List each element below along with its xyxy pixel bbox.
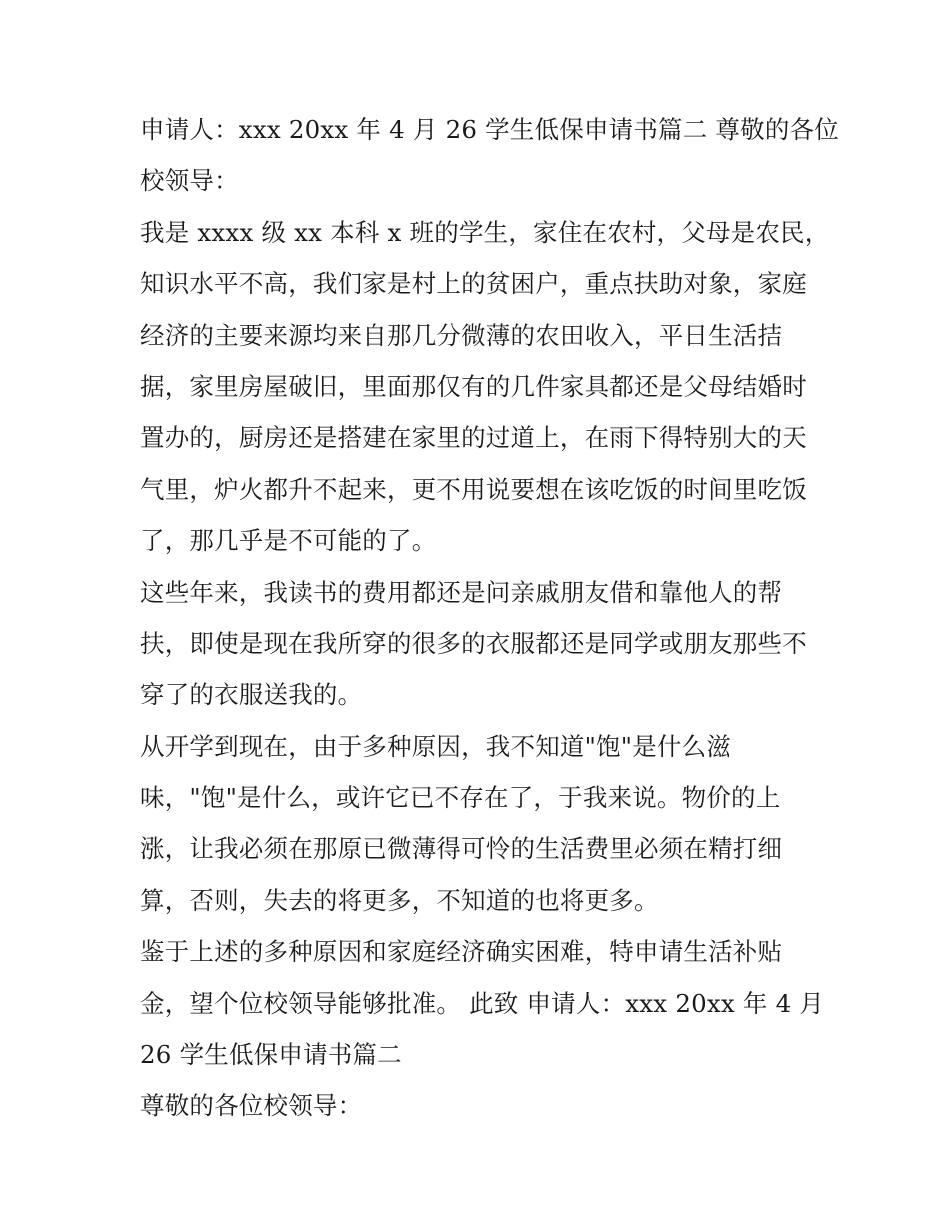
text-line: 知识水平不高，我们家是村上的贫困户，重点扶助对象，家庭	[140, 269, 807, 299]
text-line: 尊敬的各位校领导：	[140, 1091, 363, 1121]
text-line: 26 学生低保申请书篇二	[140, 1040, 402, 1070]
text-line: 校领导：	[140, 166, 239, 196]
text-line: 这些年来，我读书的费用都还是问亲戚朋友借和靠他人的帮	[140, 577, 783, 607]
text-line: 置办的，厨房还是搭建在家里的过道上，在雨下得特别大的天	[140, 423, 807, 453]
document-body	[140, 104, 839, 1132]
text-line: 算，否则，失去的将更多，不知道的也将更多。	[140, 885, 659, 915]
text-line: 金，望个位校领导能够批准。 此致 申请人：xxx 20xx 年 4 月	[140, 988, 825, 1018]
text-line: 鉴于上述的多种原因和家庭经济确实困难，特申请生活补贴	[140, 937, 783, 967]
text-line: 涨，让我必须在那原已微薄得可怜的生活费里必须在精打细	[140, 834, 783, 864]
text-line: 味，"饱"是什么，或许它已不存在了，于我来说。物价的上	[140, 783, 781, 813]
text-line: 扶，即使是现在我所穿的很多的衣服都还是同学或朋友那些不	[140, 628, 807, 658]
text-line: 了，那几乎是不可能的了。	[140, 526, 437, 556]
text-line: 气里，炉火都升不起来，更不用说要想在该吃饭的时间里吃饭	[140, 474, 807, 504]
text-line: 据，家里房屋破旧，里面那仅有的几件家具都还是父母结婚时	[140, 371, 807, 401]
text-line: 申请人：xxx 20xx 年 4 月 26 学生低保申请书篇二 尊敬的各位	[140, 115, 839, 144]
text-line: 从开学到现在，由于多种原因，我不知道"饱"是什么滋	[140, 731, 732, 761]
text-line: 我是 xxxx 级 xx 本科 x 班的学生，家住在农村，父母是农民，	[140, 217, 830, 247]
text-line: 穿了的衣服送我的。	[140, 680, 363, 710]
text-line: 经济的主要来源均来自那几分微薄的农田收入，平日生活拮	[140, 320, 783, 350]
